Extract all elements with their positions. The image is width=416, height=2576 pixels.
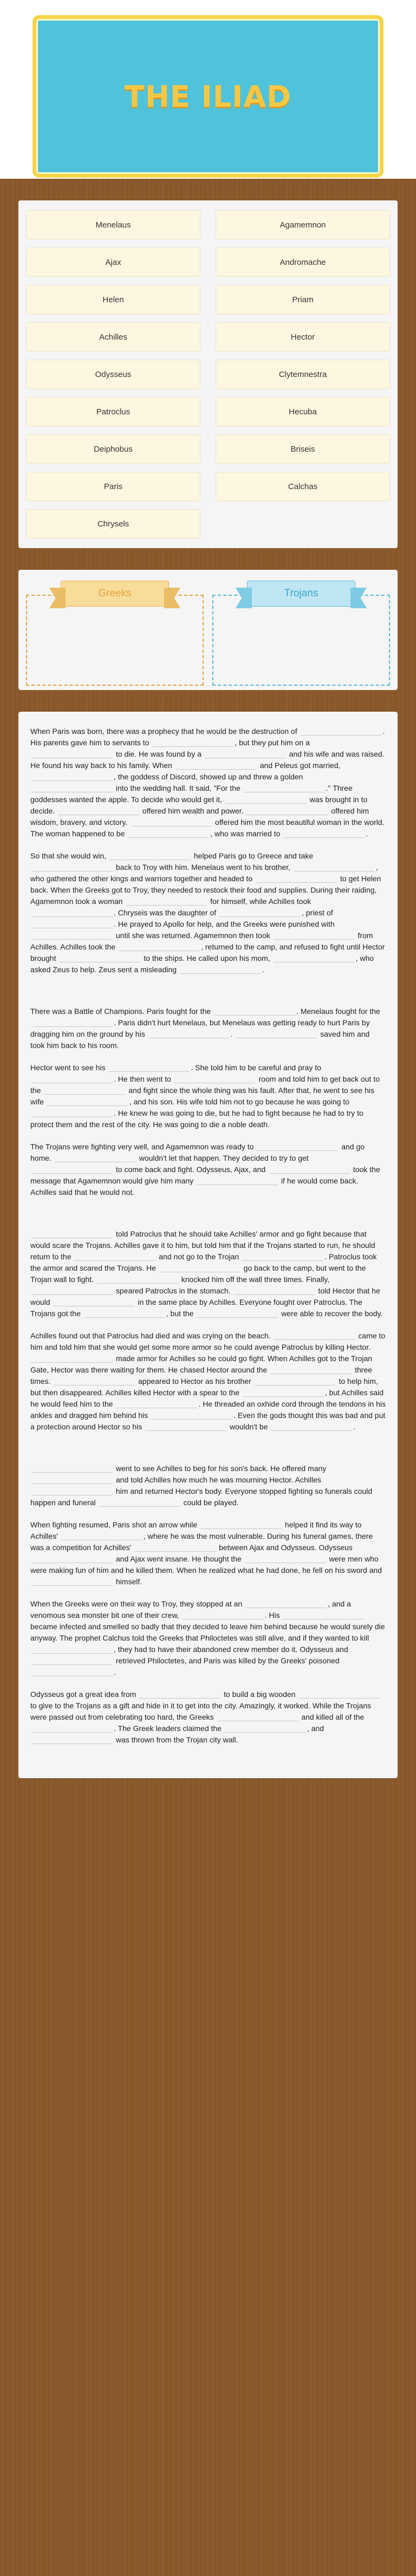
blank-drop-target[interactable] [225, 795, 307, 804]
page-title: THE ILIAD [125, 79, 291, 114]
story-text-segment: , who asked Zeus to help. Zeus sent a misleading [30, 954, 374, 974]
blank-drop-target[interactable] [255, 1376, 336, 1385]
story-text-segment: The Trojans were fighting very well, and Agamemnon was ready to [30, 1142, 256, 1151]
blank-drop-target[interactable] [151, 1410, 232, 1420]
blank-drop-target[interactable] [55, 1153, 136, 1162]
blank-drop-target[interactable] [225, 1723, 306, 1733]
blank-drop-target[interactable] [31, 772, 113, 781]
blank-drop-target[interactable] [269, 1165, 350, 1174]
word-chip[interactable]: Menelaus [26, 210, 200, 239]
story-text-segment: to give to the Trojans as a gift and hide in it to get into the city. Amazingly, it worked. While the Trojans were passed out from celebrating too hard, the Greeks [30, 1701, 372, 1721]
word-chip[interactable]: Andromache [216, 248, 390, 277]
story-text-segment: and Ajax went insane. He thought the [114, 1554, 244, 1563]
blank-drop-target[interactable] [31, 1229, 113, 1238]
word-chip[interactable]: Deiphobus [26, 434, 200, 464]
story-text-segment: , and a venomous sea monster bit one of their crew, [30, 1599, 351, 1619]
story-text-segment: back to Troy with him. Menelaus went to his brother, [114, 863, 292, 871]
blank-drop-target[interactable] [176, 760, 257, 770]
blank-drop-target[interactable] [256, 874, 337, 883]
story-text-segment: and his wife and was raised. He found his way back to his family. When [30, 750, 385, 770]
story-text-segment: from Achilles. Achilles took the [30, 931, 373, 951]
story-text-segment: into the wedding hall. It said, "For the [114, 784, 243, 792]
story-text-segment: . His [264, 1611, 282, 1619]
blank-drop-target[interactable] [116, 1399, 197, 1408]
story-text-segment: So that she would win, [30, 851, 108, 860]
word-chip[interactable]: Calchas [216, 472, 390, 501]
story-text-segment: . The Greek leaders claimed the [114, 1724, 224, 1733]
trojans-label: Trojans [247, 581, 355, 607]
word-chip[interactable]: Achilles [26, 322, 200, 352]
story-text-segment: . [366, 829, 368, 838]
blank-drop-target[interactable] [271, 1422, 352, 1431]
blank-drop-target[interactable] [214, 1006, 295, 1016]
blank-drop-target[interactable] [108, 1063, 190, 1072]
blank-drop-target[interactable] [31, 908, 113, 917]
blank-drop-target[interactable] [242, 1252, 323, 1261]
blank-drop-target[interactable] [31, 862, 113, 871]
story-text-segment: to die. He was found by a [114, 750, 204, 758]
word-chip[interactable]: Briseis [216, 434, 390, 464]
story-text-segment: . Patroclus took the armor and scared the Trojans. He [30, 1252, 377, 1272]
story-paragraph [30, 1463, 386, 1508]
blank-drop-target[interactable] [44, 1085, 125, 1095]
story-text-segment: . He then went to [114, 1075, 173, 1083]
story-text-segment: in the same place by Achilles. Everyone fought over Patroclus. The Trojans got the [30, 1298, 362, 1318]
blank-drop-target[interactable] [97, 1274, 178, 1284]
blank-drop-target[interactable] [84, 1309, 165, 1318]
story-text-segment: could be played. [181, 1498, 239, 1507]
story-text-segment: knocked him off the wall three times. Finally, [179, 1275, 330, 1284]
blank-drop-target[interactable] [31, 1656, 113, 1665]
word-chip[interactable]: Clytemnestra [216, 360, 390, 389]
story-text-segment: and killed all of the [299, 1713, 365, 1721]
blank-drop-target[interactable] [59, 953, 140, 962]
story-text-segment: were men who were making fun of him and he killed them. When he realized what he had done, he fell on his sword and [30, 1554, 382, 1575]
story-paragraph [30, 1228, 386, 1319]
story-text-segment: . [262, 965, 264, 974]
blank-drop-target[interactable] [109, 851, 191, 860]
story-text-segment: offered him wisdom, bravery, and victory. [30, 806, 369, 827]
story-text-segment: offered him wealth and power. [140, 806, 246, 815]
story-text-segment: offered him the most beautiful woman in the world. The woman happened to be [30, 818, 385, 838]
sort-area [18, 570, 398, 690]
story-text-segment: between Ajax and Odysseus. Odysseus [217, 1543, 353, 1552]
blank-drop-target[interactable] [197, 1309, 278, 1318]
blank-drop-target[interactable] [31, 1074, 113, 1083]
story-text-segment: to the ships. He called upon his mom, [141, 954, 272, 962]
story-text-segment: him and returned Hector's body. Everyone stopped fighting so funerals could happen and funeral [30, 1487, 373, 1507]
word-chip[interactable]: Odysseus [26, 360, 200, 389]
story-text-segment: and not go to the Trojan [157, 1252, 242, 1261]
story-text-segment: . [353, 1422, 356, 1431]
story-paragraph [30, 1062, 386, 1130]
blank-drop-target[interactable] [245, 1554, 326, 1563]
blank-drop-target[interactable] [31, 1644, 113, 1654]
blank-drop-target[interactable] [128, 829, 209, 838]
blank-drop-target[interactable] [219, 908, 301, 917]
story-text-segment: . His parents gave him to servants to [30, 727, 385, 747]
blank-drop-target[interactable] [236, 1029, 317, 1038]
story-text-segment: was brought in to decide. [30, 795, 368, 815]
blank-drop-target[interactable] [257, 1142, 338, 1151]
blank-drop-target[interactable] [119, 942, 200, 951]
story-text-segment: saved him and took him back to his room. [30, 1030, 370, 1050]
story-text-segment: wouldn't be [227, 1422, 270, 1431]
story-text-segment: , and [307, 1724, 324, 1733]
blank-drop-target[interactable] [245, 1599, 327, 1608]
blank-drop-target[interactable] [270, 1365, 352, 1374]
story-text-segment: until she was returned. Agamemnon then took [114, 931, 272, 940]
blank-drop-target[interactable] [274, 1331, 355, 1340]
blank-drop-target[interactable] [31, 1667, 113, 1676]
blank-drop-target[interactable] [47, 1097, 128, 1106]
blank-drop-target[interactable] [31, 1486, 113, 1495]
story-text-segment: There was a Battle of Champions. Paris fought for the [30, 1007, 213, 1016]
story-text-segment: for himself, while Achilles took [208, 897, 311, 906]
blank-drop-target[interactable] [31, 1475, 113, 1484]
blank-drop-target[interactable] [31, 919, 113, 928]
blank-drop-target[interactable] [274, 953, 355, 962]
story-text-segment: go back to the camp, but went to the Trojan wall to fight. [30, 1264, 366, 1284]
story-text-segment: speared Patroclus in the stomach. [114, 1286, 233, 1295]
story-paragraph [30, 1598, 386, 1678]
blank-drop-target[interactable] [126, 896, 207, 906]
story-text-segment: himself. [114, 1577, 142, 1586]
story-text-segment: helped Paris go to Greece and take [191, 851, 314, 860]
blank-drop-target[interactable] [294, 862, 375, 871]
blank-drop-target[interactable] [283, 829, 365, 838]
blank-drop-target[interactable] [31, 783, 113, 792]
word-chip[interactable]: Helen [26, 285, 200, 314]
story-text-segment: and Peleus got married, [257, 761, 341, 770]
story-text-segment: to help him, but then disappeared. Achilles killed Hector with a spear to the [30, 1377, 378, 1397]
story-text-segment: three times. [30, 1365, 373, 1385]
bottom-spacer [0, 1778, 416, 1800]
story-text [18, 712, 398, 1778]
blank-drop-target[interactable] [131, 817, 212, 827]
blank-drop-target[interactable] [61, 1531, 142, 1540]
story-paragraph [30, 1141, 386, 1198]
blank-drop-target[interactable] [31, 1354, 113, 1363]
story-text-segment: . [230, 1030, 235, 1038]
story-text-segment: . Menelaus fought for the [296, 1007, 380, 1016]
blank-drop-target[interactable] [233, 1286, 315, 1295]
blank-drop-target[interactable] [246, 806, 328, 815]
story-text-segment: and go home. [30, 1142, 365, 1162]
story-text-segment: if he would come back. Achilles said that he would not. [30, 1176, 359, 1196]
story-text-segment: , where he was the most vulnerable. During his funeral games, there was a competition for Achilles' [30, 1532, 373, 1552]
trojans-column [212, 575, 390, 686]
word-bank [18, 200, 398, 548]
story-text-segment: and told Achilles how much he was mourning Hector. Achilles [114, 1475, 321, 1484]
header-band [0, 0, 416, 179]
story-paragraph [30, 726, 386, 840]
story-text-segment: came to him and told him that she would get some more armor so he could avenge Patroclus by killing Hector. [30, 1331, 386, 1351]
blank-drop-target[interactable] [274, 931, 355, 940]
story-text-segment: ." Three goddesses wanted the apple. To decide who would get it, [30, 784, 353, 804]
story-text-segment: , the goddess of Discord, showed up and threw a golden [114, 772, 303, 781]
blank-drop-target[interactable] [74, 1252, 155, 1261]
greeks-column [26, 575, 204, 686]
blank-drop-target[interactable] [31, 1463, 113, 1473]
story-text-segment: helped it find its way to Achilles' [30, 1520, 362, 1540]
blank-drop-target[interactable] [200, 1520, 282, 1529]
blank-drop-target[interactable] [134, 1543, 216, 1552]
blank-drop-target[interactable] [145, 1422, 226, 1431]
word-chip[interactable]: Patroclus [26, 397, 200, 426]
blank-drop-target[interactable] [31, 1554, 113, 1563]
story-text-segment: and fight since the whole thing was his fault. After that, he went to see his wife [30, 1086, 374, 1106]
story-text-segment: told Hector that he would [30, 1286, 380, 1306]
story-text-segment: was thrown from the Trojan city wall. [114, 1735, 238, 1744]
story-text-segment: . Even the gods thought this was bad and put a protection around Hector so his [30, 1411, 386, 1431]
blank-drop-target[interactable] [148, 1029, 230, 1038]
word-chip[interactable]: Ajax [26, 248, 200, 277]
story-paragraph [30, 1006, 386, 1051]
blank-drop-target[interactable] [58, 806, 139, 815]
greeks-label: Greeks [61, 581, 169, 607]
story-text-segment: to build a big wooden [222, 1690, 298, 1699]
story-text-segment: , and his son. His wife told him not to go because he was going to [129, 1097, 350, 1106]
blank-drop-target[interactable] [139, 1689, 220, 1699]
blank-drop-target[interactable] [174, 1074, 256, 1083]
blank-drop-target[interactable] [159, 1263, 240, 1272]
story-paragraph [30, 850, 386, 975]
story-paragraph [30, 1689, 386, 1746]
blank-drop-target[interactable] [99, 1498, 180, 1507]
blank-drop-target[interactable] [31, 749, 113, 758]
story-text-segment: When the Greeks were on their way to Troy, they stopped at an [30, 1599, 245, 1608]
story-text-segment: retrieved Philoctetes, and Paris was killed by the Greeks' poisoned [114, 1656, 340, 1665]
story-text-segment: , who was married to [210, 829, 283, 838]
blank-drop-target[interactable] [301, 726, 382, 736]
blank-drop-target[interactable] [31, 1723, 113, 1733]
story-text-segment: wouldn't let that happen. They decided to try to get [136, 1154, 309, 1162]
story-text-segment: were able to recover the body. [279, 1309, 383, 1318]
word-chip[interactable]: Hector [216, 322, 390, 352]
blank-drop-target[interactable] [283, 1610, 364, 1619]
blank-drop-target[interactable] [152, 738, 233, 747]
blank-drop-target[interactable] [54, 1376, 135, 1385]
story-text-segment: . She told him to be careful and pray to [191, 1063, 321, 1072]
blank-drop-target[interactable] [197, 1176, 278, 1185]
story-text-segment: When fighting resumed, Paris shot an arrow while [30, 1520, 200, 1529]
story-text-segment: , but the [166, 1309, 196, 1318]
story-text-segment: room and told him to get back out to the [30, 1075, 380, 1095]
story-paragraph [30, 1519, 386, 1588]
trojans-drop-zone[interactable] [212, 595, 390, 686]
story-text-segment: . He threaded an oxhide cord through the tendons in his ankles and dragged him behind his [30, 1400, 386, 1420]
word-chip[interactable]: Hecuba [216, 397, 390, 426]
story-text-segment: Hector went to see his [30, 1063, 108, 1072]
story-text-segment: went to see Achilles to beg for his son's back. He offered many [114, 1464, 327, 1473]
title-card [32, 15, 384, 178]
story-text-segment: Odysseus got a great idea from [30, 1690, 139, 1699]
blank-drop-target[interactable] [31, 931, 113, 940]
story-text-segment: . He prayed to Apollo for help, and the Greeks were punished with [114, 920, 335, 928]
blank-drop-target[interactable] [31, 1735, 113, 1744]
blank-drop-target[interactable] [243, 1388, 324, 1397]
story-text-segment: . [114, 1668, 116, 1676]
blank-drop-target[interactable] [205, 749, 286, 758]
story-text-segment: , they had to have their abandoned crew member do it. Odysseus and [114, 1645, 348, 1654]
story-text-segment: , but they put him on a [235, 738, 310, 747]
story-paragraph [30, 1330, 386, 1433]
story-text-segment: made armor for Achilles so he could go fight. When Achilles got to the Trojan Gate, Hector was there waiting for them. He chased Hector around the [30, 1354, 373, 1374]
story-text-segment: When Paris was born, there was a prophecy that he would be the destruction of [30, 727, 300, 736]
story-text-segment: , returned to the camp, and refused to fight until Hector brought [30, 942, 385, 962]
story-text-segment: . He knew he was going to die, but he had to fight because he had to try to protect them and the rest of the city. He was going to die a noble death. [30, 1109, 363, 1129]
blank-drop-target[interactable] [31, 1165, 113, 1174]
word-chip[interactable]: Paris [26, 472, 200, 501]
word-chip[interactable]: Agamemnon [216, 210, 390, 239]
blank-drop-target[interactable] [31, 1577, 113, 1586]
story-text-segment: , priest of [302, 908, 333, 917]
blank-drop-target[interactable] [217, 1712, 298, 1721]
story-text-segment: Achilles found out that Patroclus had died and was crying on the beach. [30, 1331, 273, 1340]
blank-drop-target[interactable] [31, 1108, 113, 1117]
story-text-segment: , who gathered the other kings and warriors together and headed to [30, 863, 378, 883]
story-text-segment: took the message that Agamemnon would give him many [30, 1165, 380, 1185]
word-chip[interactable]: Chrysels [26, 509, 200, 538]
greeks-drop-zone[interactable] [26, 595, 204, 686]
story-text-segment: to get Helen back. When the Greeks got to Troy, they needed to restock their food and supplies. During their raiding, Agamemnon took a woman [30, 874, 381, 906]
story-text-segment: told Patroclus that he should take Achilles' armor and go fight because that would scare the Trojans. Achilles gave it to him, but told him that if the Trojans started to run, he should return to the [30, 1230, 375, 1261]
story-text-segment: became infected and smelled so badly that they decided to leave him behind because he would surely die anyway. The prophet Calchus told the Greeks that Philoctetes was still alive, and if they wanted to kill [30, 1622, 385, 1642]
story-text-segment: . Chryseis was the daughter of [114, 908, 218, 917]
story-text-segment: , but Achilles said he would feed him to the [30, 1388, 384, 1408]
blank-drop-target[interactable] [53, 1297, 134, 1306]
word-chip[interactable]: Priam [216, 285, 390, 314]
blank-drop-target[interactable] [298, 1689, 380, 1699]
blank-drop-target[interactable] [31, 1018, 113, 1027]
blank-drop-target[interactable] [31, 1286, 113, 1295]
story-text-segment: . Paris didn't hurt Menelaus, but Menelaus was getting ready to hurt Paris by dragging him on the ground by his [30, 1018, 370, 1038]
blank-drop-target[interactable] [183, 1610, 264, 1619]
blank-drop-target[interactable] [180, 965, 261, 974]
story-text-segment: to come back and fight. Odysseus, Ajax, and [114, 1165, 268, 1174]
story-text-segment: appeared to Hector as his brother [136, 1377, 253, 1385]
blank-drop-target[interactable] [244, 783, 325, 792]
